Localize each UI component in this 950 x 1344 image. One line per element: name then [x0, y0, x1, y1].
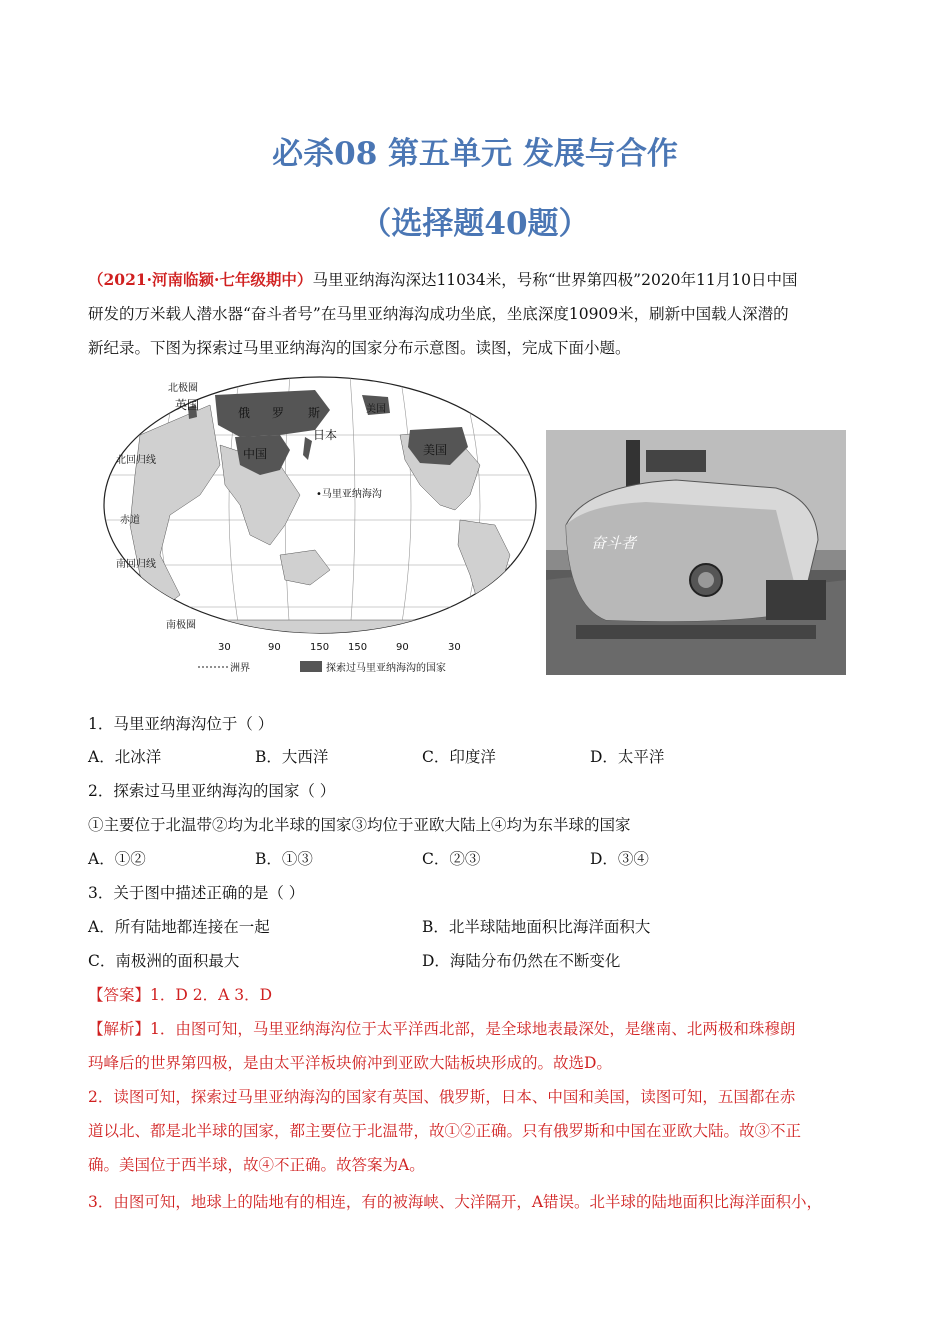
lon-tick: 150	[348, 642, 368, 653]
analysis-line-2: 玛峰后的世界第四极，是由太平洋板块俯冲到亚欧大陆板块形成的。故选D。	[88, 1054, 612, 1072]
label-trench: •马里亚纳海沟	[316, 489, 382, 500]
label-antarctic: 南极圈	[166, 620, 196, 631]
intro-paragraph	[88, 263, 868, 365]
question-source: （2021·河南临颍·七年级期中）	[88, 270, 313, 289]
analysis-line-6: 3．由图可知，地球上的陆地有的相连，有的被海峡、大洋隔开，A错误。北半球的陆地面积比海洋面积小，	[88, 1193, 823, 1211]
lon-tick: 150	[310, 642, 330, 653]
label-arctic: 北极圈	[168, 383, 198, 394]
analysis-label: 【解析】	[88, 1020, 151, 1038]
q3-option-a: A．所有陆地都连接在一起	[88, 918, 270, 936]
question-2-statements: ①主要位于北温带②均为北半球的国家③均位于亚欧大陆上④均为东半球的国家	[88, 816, 631, 834]
intro-line-2: 研发的万米载人潜水器“奋斗者号”在马里亚纳海沟成功坐底，坐底深度10909米，刷新中国载人深潜的	[88, 305, 789, 323]
intro-line-1: 马里亚纳海沟深达11034米，号称“世界第四极”2020年11月10日中国	[312, 271, 798, 289]
answer-label: 【答案】	[88, 986, 151, 1004]
label-russia-3: 斯	[308, 406, 321, 420]
analysis-text-1: 1．由图可知，马里亚纳海沟位于太平洋西北部，是全球地表最深处，是继南、北两极和珠穆朗	[150, 1020, 796, 1038]
q1-option-d: D．太平洋	[590, 748, 665, 766]
legend-boundary-label: 洲界	[230, 663, 250, 674]
label-usa-alaska: 美国	[366, 404, 386, 415]
q2-option-d: D．③④	[590, 850, 649, 868]
q3-option-c: C．南极洲的面积最大	[88, 952, 240, 970]
label-usa: 美国	[423, 443, 448, 457]
question-1-stem: 1．马里亚纳海沟位于（ ）	[88, 715, 274, 733]
submersible-photo	[546, 430, 846, 675]
label-uk: 英国	[175, 398, 200, 412]
question-3-stem: 3．关于图中描述正确的是（ ）	[88, 884, 305, 902]
label-russia-1: 俄	[238, 406, 251, 420]
vehicle-name-text: 奋斗者	[591, 534, 637, 552]
q2-option-b: B．①③	[255, 850, 313, 868]
question-2-stem: 2．探索过马里亚纳海沟的国家（ ）	[88, 782, 336, 800]
q1-option-c: C．印度洋	[422, 748, 496, 766]
page-title: 必杀08 第五单元 发展与合作	[272, 136, 678, 172]
q1-option-a: A．北冰洋	[88, 748, 162, 766]
analysis-line-3: 2．读图可知，探索过马里亚纳海沟的国家有英国、俄罗斯，日本、中国和美国，读图可知，五国都在赤	[88, 1088, 796, 1106]
lon-tick: 90	[268, 642, 281, 653]
lon-tick: 30	[218, 642, 231, 653]
label-equator: 赤道	[120, 515, 140, 526]
label-tropic-s: 南回归线	[116, 559, 156, 570]
label-china: 中国	[243, 447, 268, 461]
label-japan: 日本	[313, 428, 338, 442]
lon-tick: 30	[448, 642, 461, 653]
q2-option-c: C．②③	[422, 850, 481, 868]
lon-tick: 90	[396, 642, 409, 653]
answer-line	[88, 983, 272, 1005]
answer-text: 1．D 2．A 3．D	[150, 986, 273, 1004]
analysis-line-5: 确。美国位于西半球，故④不正确。故答案为A。	[88, 1156, 425, 1174]
label-russia-2: 罗	[272, 406, 285, 420]
world-map	[100, 375, 540, 680]
legend-country-swatch	[300, 661, 322, 672]
legend-country-label: 探索过马里亚纳海沟的国家	[326, 663, 446, 674]
q3-option-b: B．北半球陆地面积比海洋面积大	[422, 918, 651, 936]
intro-line-3: 新纪录。下图为探索过马里亚纳海沟的国家分布示意图。读图，完成下面小题。	[88, 339, 631, 357]
q3-option-d: D．海陆分布仍然在不断变化	[422, 952, 621, 970]
q2-option-a: A．①②	[88, 850, 146, 868]
q1-option-b: B．大西洋	[255, 748, 329, 766]
analysis-line-4: 道以北、都是北半球的国家，都主要位于北温带，故①②正确。只有俄罗斯和中国在亚欧大陆。故③不正	[88, 1122, 802, 1140]
analysis-line-1	[88, 1017, 795, 1039]
page-subtitle: （选择题40题）	[360, 206, 590, 242]
label-tropic-n: 北回归线	[116, 455, 156, 466]
map-legend	[198, 661, 446, 674]
